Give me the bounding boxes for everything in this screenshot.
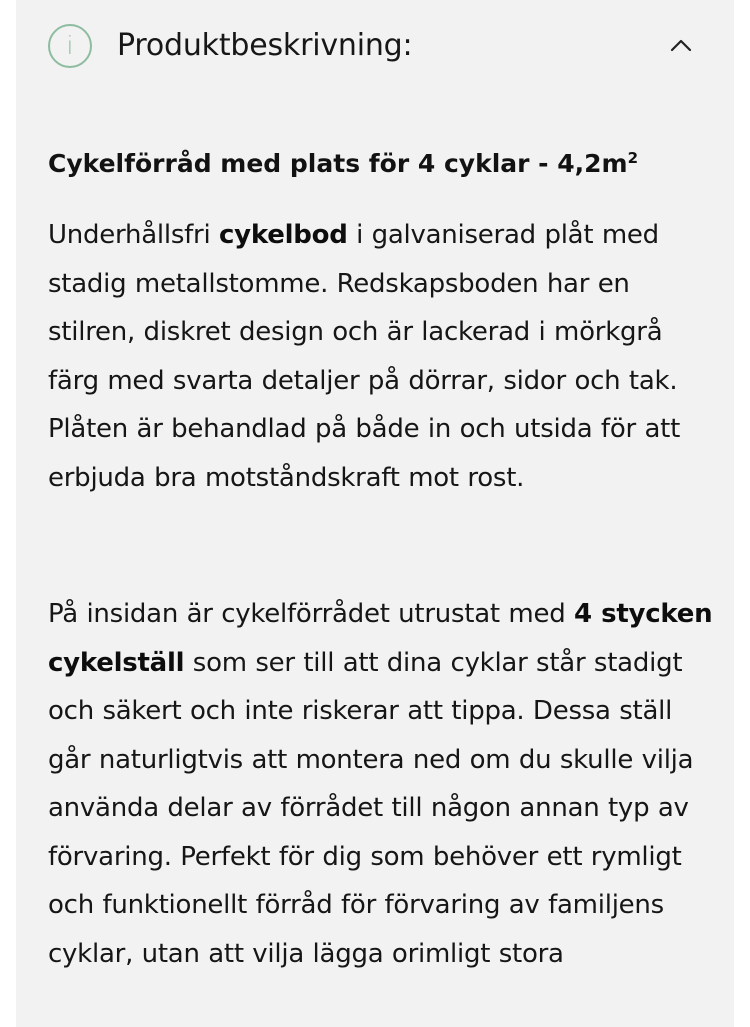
area-unit-superscript: 2	[627, 149, 639, 167]
description-paragraph-2	[48, 590, 714, 978]
product-heading	[48, 143, 638, 185]
accordion-title: Produktbeskrivning:	[117, 28, 413, 63]
chevron-up-icon[interactable]	[667, 33, 695, 57]
paragraph-2-highlight: 4 stycken cykelställ	[48, 599, 713, 678]
product-description-panel	[16, 0, 734, 1027]
paragraph-2-intro: På insidan är cykelförrådet utrustat med	[48, 599, 574, 629]
paragraph-1-intro: Underhållsfri	[48, 220, 219, 250]
description-paragraph-1	[48, 211, 714, 502]
paragraph-1-body: i galvaniserad plåt med stadig metallstomme. Redskapsboden har en stilren, diskret design och är lackerad i mörkgrå färg med svarta detaljer på dörrar, sidor och tak. Plåten är behandlad på både in och utsida för att erbjuda bra motståndskraft mot rost.	[48, 220, 681, 493]
product-heading-text: Cykelförråd med plats för 4 cyklar - 4,2m	[48, 149, 628, 178]
accordion-header-product-description[interactable]	[16, 0, 734, 96]
paragraph-1-highlight: cykelbod	[218, 220, 348, 250]
paragraph-2-body: som ser till att dina cyklar står stadigt och säkert och inte riskerar att tippa. Dessa ställ går naturligtvis att montera ned om du skulle vilja använda delar av förrådet till någon annan typ av förvaring. Perfekt för dig som behöver ett rymligt och funktionellt förråd för förvaring av familjens cyklar, utan att vilja lägga orimligt stora	[48, 647, 694, 969]
info-icon: i	[48, 24, 92, 68]
